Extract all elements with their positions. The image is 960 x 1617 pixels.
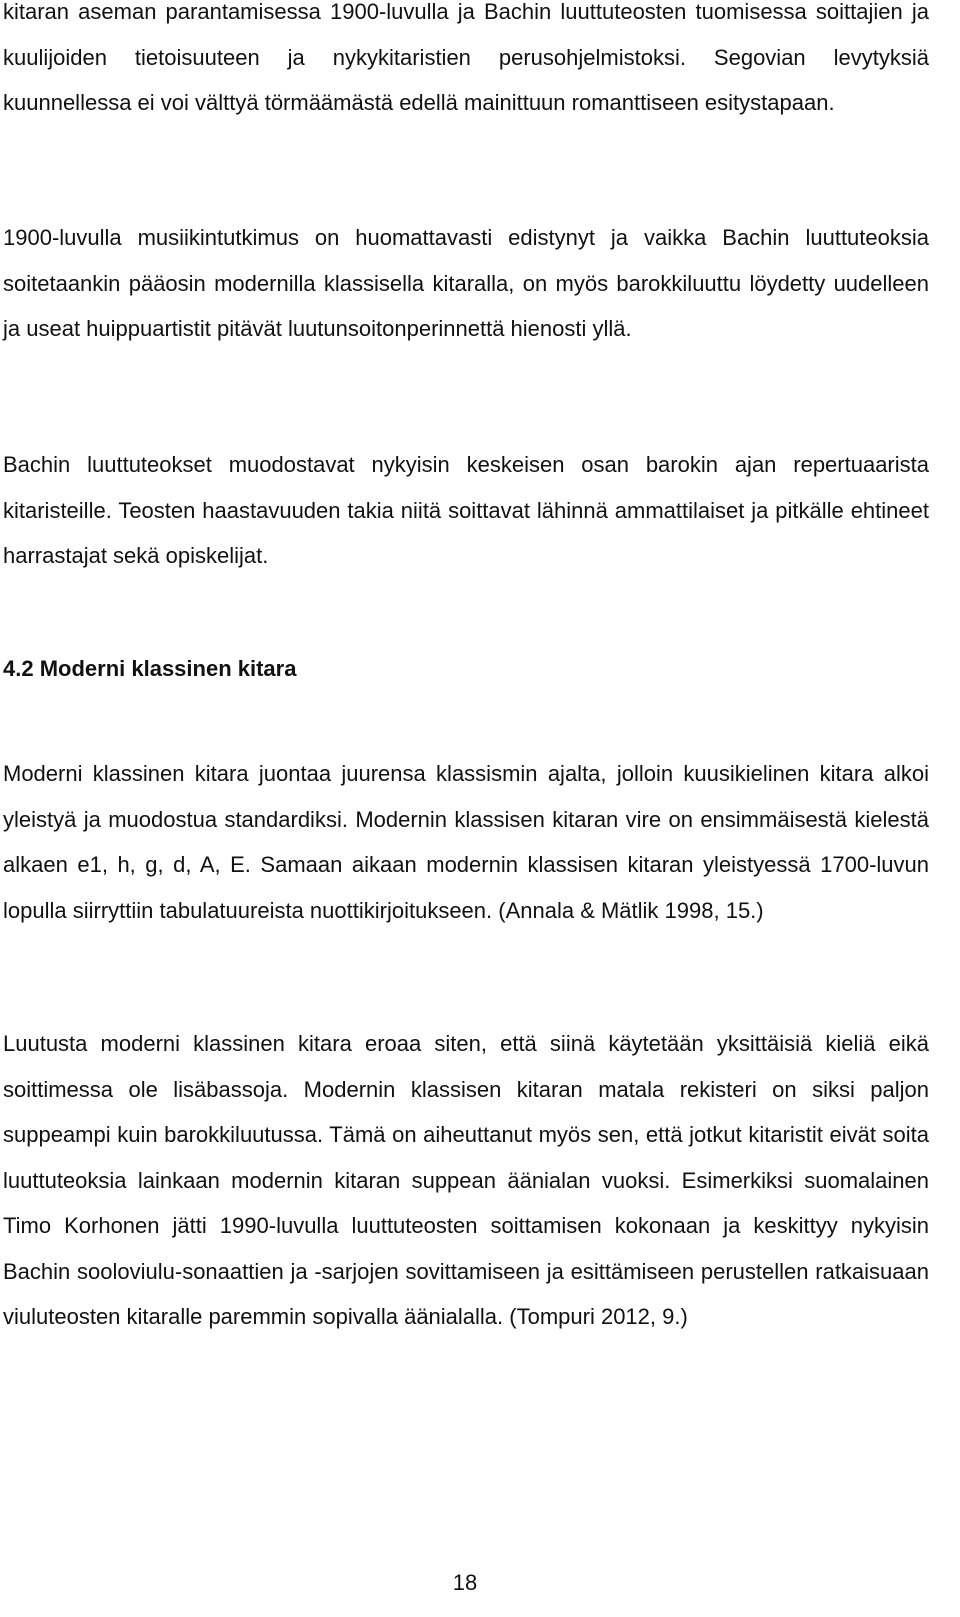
section-heading: 4.2 Moderni klassinen kitara bbox=[3, 656, 297, 681]
paragraph-3: Bachin luuttuteokset muodostavat nykyisin keskeisen osan barokin ajan repertuaarista kitaristeille. Teosten haastavuuden takia niitä soittavat lähinnä ammattilaiset ja pitkälle ehtineet harrastajat sekä opiskelijat. bbox=[3, 452, 929, 568]
section-paragraph-2: Luutusta moderni klassinen kitara eroaa siten, että siinä käytetään yksittäisiä kieliä eikä soittimessa ole lisäbassoja. Modernin klassisen kitaran matala rekisteri on siksi paljon suppeampi kuin barokkiluutussa. Tämä on aiheuttanut myös sen, että jotkut kitaristit eivät soita luuttuteoksia lainkaan modernin kitaran suppean äänialan vuoksi. Esimerkiksi suomalainen Timo Korhonen jätti 1990-luvulla luuttuteosten soittamisen kokonaan ja keskittyy nykyisin Bachin sooloviulu-sonaattien ja -sarjojen sovittamiseen ja esittämiseen perustellen ratkaisuaan viuluteosten kitaralle paremmin sopivalla äänialalla. (Tompuri 2012, 9.) bbox=[3, 1031, 929, 1329]
paragraph-2: 1900-luvulla musiikintutkimus on huomattavasti edistynyt ja vaikka Bachin luuttuteoksia soitetaankin pääosin modernilla klassisella kitaralla, on myös barokkiluuttu löydetty uudelleen ja useat huippuartistit pitävät luutunsoitonperinnettä hienosti yllä. bbox=[3, 225, 929, 341]
paragraph-1: kitaran aseman parantamisessa 1900-luvulla ja Bachin luuttuteosten tuomisessa soittajien ja kuulijoiden tietoisuuteen ja nykykitaristien perusohjelmistoksi. Segovian levytyksiä kuunnellessa ei voi välttyä törmäämästä edellä mainittuun romanttiseen esitystapaan. bbox=[3, 0, 929, 115]
section-paragraph-1: Moderni klassinen kitara juontaa juurensa klassismin ajalta, jolloin kuusikielinen kitara alkoi yleistyä ja muodostua standardiksi. Modernin klassisen kitaran vire on ensimmäisestä kielestä alkaen e1, h, g, d, A, E. Samaan aikaan modernin klassisen kitaran yleistyessä 1700-luvun lopulla siirryttiin tabulatuureista nuottikirjoitukseen. (Annala & Mätlik 1998, 15.) bbox=[3, 761, 929, 923]
page-number: 18 bbox=[452, 1570, 478, 1595]
